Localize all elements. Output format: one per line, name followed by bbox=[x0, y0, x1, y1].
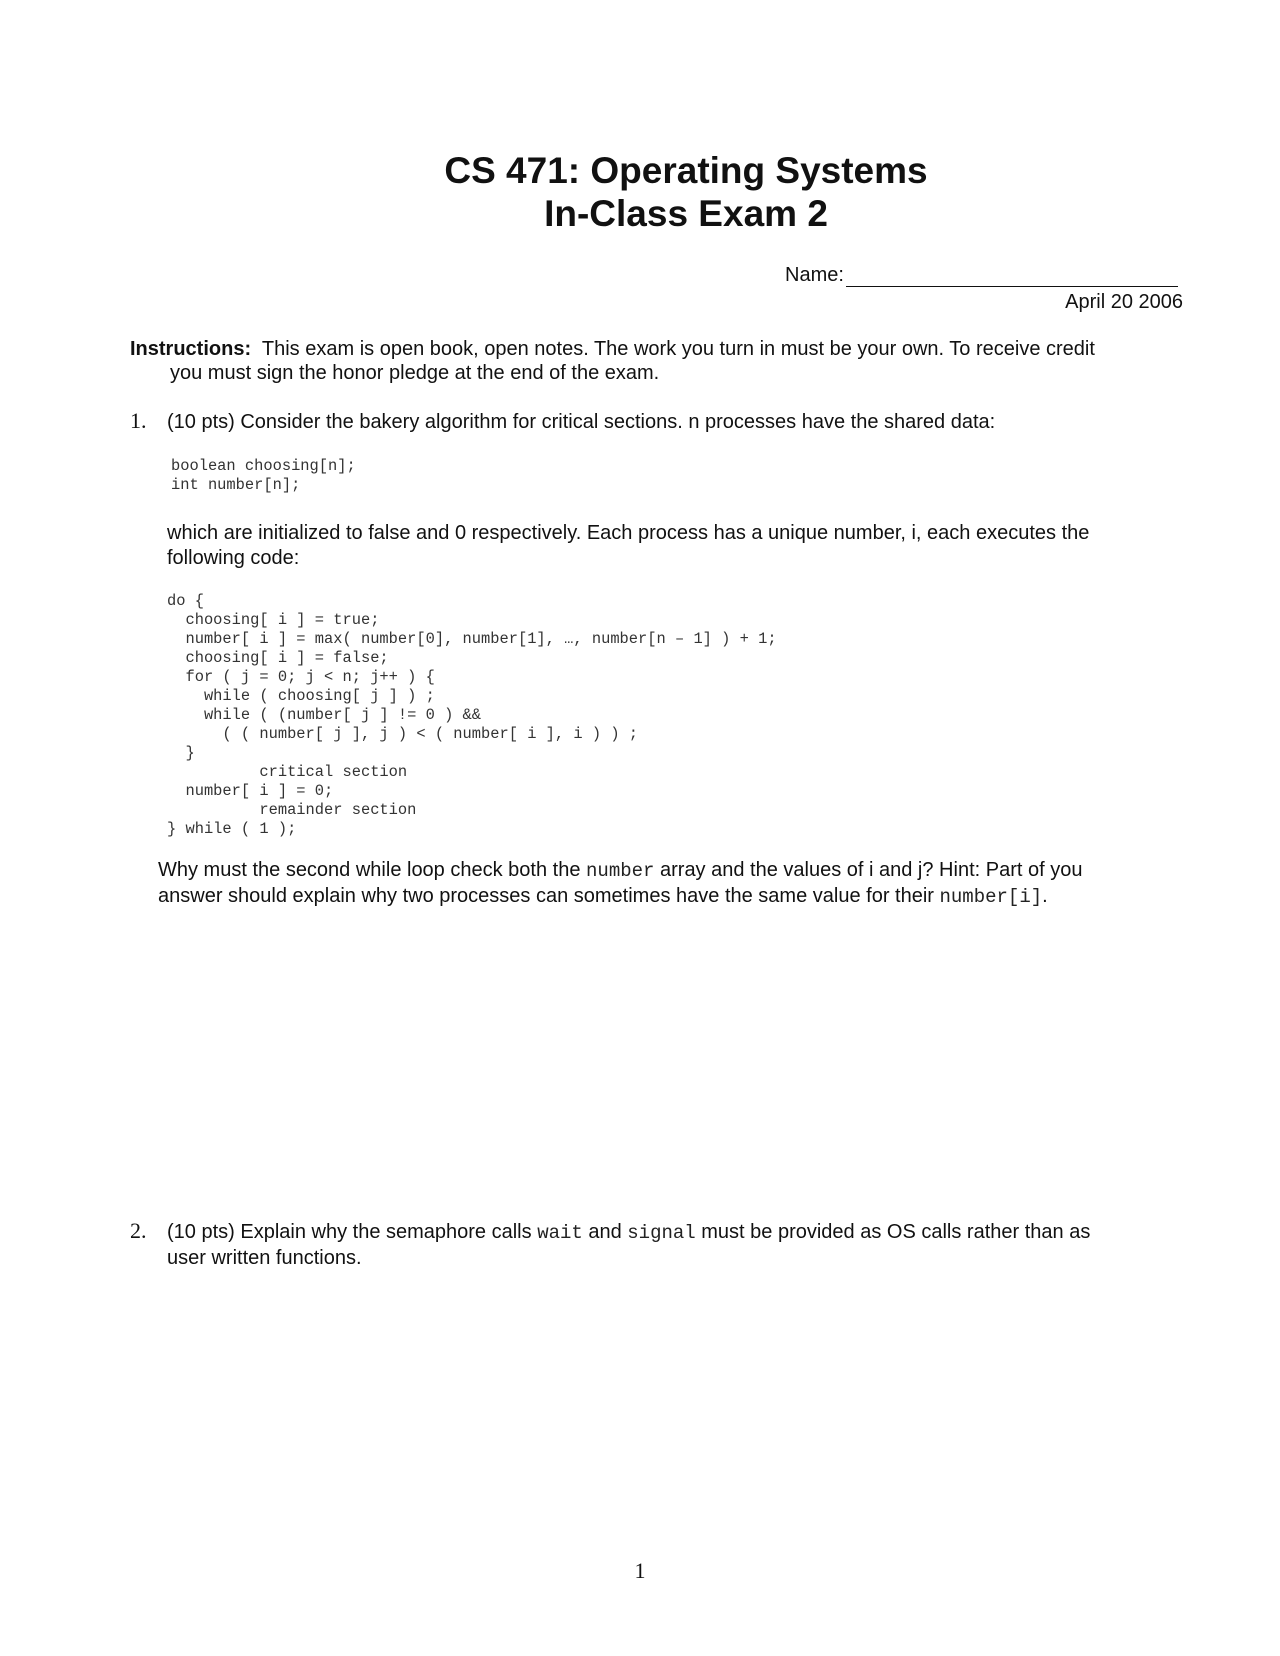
question-1-intro: (10 pts) Consider the bakery algorithm for critical sections. n processes have the shared data: bbox=[167, 411, 996, 433]
number-i-code-ref: number[i] bbox=[939, 886, 1043, 908]
number-code-ref: number bbox=[586, 860, 655, 882]
wait-code-ref: wait bbox=[537, 1222, 583, 1244]
question-2-line1 bbox=[167, 1220, 1227, 1246]
question-1-prompt-period: . bbox=[1042, 885, 1048, 907]
page-number: 1 bbox=[634, 1558, 646, 1583]
process-code: do { choosing[ i ] = true; number[ i ] = max( number[0], number[1], …, number[n – 1] ) + 1; choosing[ i ] = false; for ( j = 0; j < n; j++ ) { while ( choosing[ j ] ) ; while ( (number[ j ] != 0 ) && ( ( number[ j ], j ) < ( number[ i ], i ) ) ; } critical section number[ i ] = 0; remainder section } while ( 1 ); bbox=[167, 592, 777, 838]
question-2-line2: user written functions. bbox=[167, 1247, 362, 1269]
question-2-text bbox=[167, 1220, 1227, 1271]
instructions-text-line1: This exam is open book, open notes. The work you turn in must be your own. To receive credit bbox=[261, 338, 1095, 360]
question-1-prompt-text-b: array and the values of i and j? Hint: Part of you bbox=[654, 859, 1083, 881]
question-2-text-c: must be provided as OS calls rather than as bbox=[695, 1221, 1091, 1243]
signal-code-ref: signal bbox=[627, 1222, 696, 1244]
question-1-middle bbox=[167, 521, 1089, 571]
question-2-text-a: (10 pts) Explain why the semaphore calls bbox=[167, 1221, 538, 1243]
instructions bbox=[130, 337, 1190, 385]
question-1-prompt-text-c: answer should explain why two processes can sometimes have the same value for their bbox=[158, 885, 940, 907]
question-1-number: 1. bbox=[130, 408, 147, 433]
question-1-prompt-line2 bbox=[158, 884, 1238, 910]
exam-subtitle: In-Class Exam 2 bbox=[544, 193, 828, 234]
shared-data-code: boolean choosing[n]; int number[n]; bbox=[171, 457, 356, 494]
exam-date: April 20 2006 bbox=[1065, 291, 1183, 313]
exam-title: CS 471: Operating Systems bbox=[444, 150, 928, 191]
instructions-label: Instructions: bbox=[130, 338, 252, 360]
question-1-prompt-text-a: Why must the second while loop check both the bbox=[158, 859, 587, 881]
question-1-middle-line2: following code: bbox=[167, 547, 300, 569]
question-2-number: 2. bbox=[130, 1218, 147, 1243]
name-blank-line bbox=[846, 264, 1178, 287]
question-1-prompt bbox=[158, 858, 1238, 910]
question-2-text-b: and bbox=[582, 1221, 628, 1243]
name-label: Name: bbox=[785, 264, 844, 286]
question-1-prompt-line1 bbox=[158, 858, 1238, 884]
name-field bbox=[785, 264, 1178, 287]
question-1-middle-line1: which are initialized to false and 0 respectively. Each process has a unique number, i, each executes the bbox=[167, 522, 1090, 544]
instructions-text-line2: you must sign the honor pledge at the end of the exam. bbox=[170, 362, 660, 384]
